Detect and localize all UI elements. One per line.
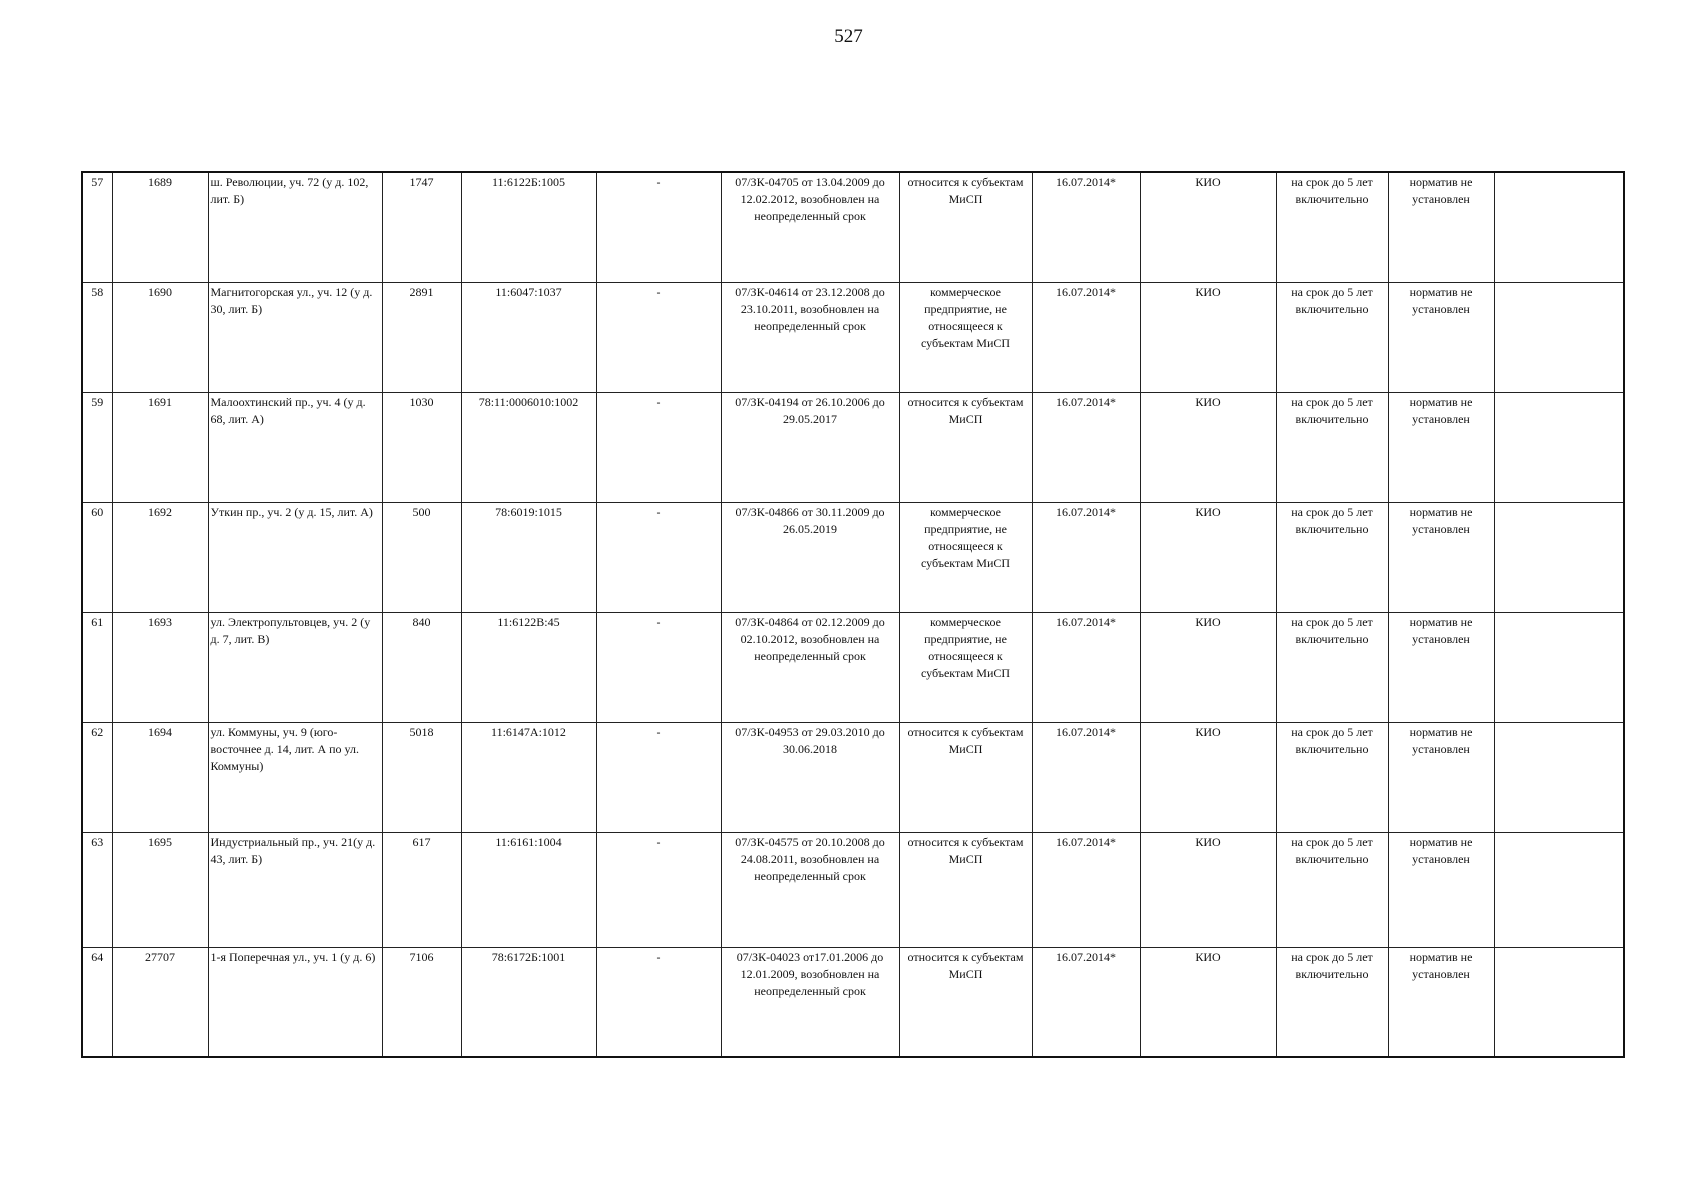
address-cell: ул. Коммуны, уч. 9 (юго-восточнее д. 14, лит. А по ул. Коммуны)	[208, 722, 382, 832]
address-cell: 1-я Поперечная ул., уч. 1 (у д. 6)	[208, 947, 382, 1057]
norm-cell: норматив не установлен	[1388, 172, 1494, 282]
table-row	[82, 947, 1624, 1057]
norm-cell: норматив не установлен	[1388, 282, 1494, 392]
contract-cell: 07/ЗК-04023 от17.01.2006 до 12.01.2009, возобновлен на неопределенный срок	[721, 947, 899, 1057]
code-cell: 1692	[112, 502, 208, 612]
norm-cell: норматив не установлен	[1388, 832, 1494, 947]
term-cell: на срок до 5 лет включительно	[1276, 172, 1388, 282]
cadastral-number-cell: 11:6047:1037	[461, 282, 596, 392]
cadastral-number-cell: 78:6019:1015	[461, 502, 596, 612]
code-cell: 1689	[112, 172, 208, 282]
table-row	[82, 392, 1624, 502]
organization-cell: КИО	[1140, 722, 1276, 832]
date-cell: 16.07.2014*	[1032, 172, 1140, 282]
area-cell: 1747	[382, 172, 461, 282]
contract-cell: 07/ЗК-04953 от 29.03.2010 до 30.06.2018	[721, 722, 899, 832]
row-number-cell: 57	[82, 172, 112, 282]
area-cell: 500	[382, 502, 461, 612]
land-plots-table	[81, 171, 1625, 1058]
row-number-cell: 64	[82, 947, 112, 1057]
norm-cell: норматив не установлен	[1388, 947, 1494, 1057]
row-number-cell: 59	[82, 392, 112, 502]
category-cell: относится к субъектам МиСП	[899, 172, 1032, 282]
date-cell: 16.07.2014*	[1032, 612, 1140, 722]
extra-cell	[1494, 947, 1624, 1057]
term-cell: на срок до 5 лет включительно	[1276, 722, 1388, 832]
address-cell: ш. Революции, уч. 72 (у д. 102, лит. Б)	[208, 172, 382, 282]
table-row	[82, 832, 1624, 947]
organization-cell: КИО	[1140, 172, 1276, 282]
extra-cell	[1494, 832, 1624, 947]
norm-cell: норматив не установлен	[1388, 612, 1494, 722]
norm-cell: норматив не установлен	[1388, 722, 1494, 832]
date-cell: 16.07.2014*	[1032, 282, 1140, 392]
date-cell: 16.07.2014*	[1032, 722, 1140, 832]
row-number-cell: 63	[82, 832, 112, 947]
code-cell: 1691	[112, 392, 208, 502]
category-cell: коммерческое предприятие, не относящееся к субъектам МиСП	[899, 612, 1032, 722]
empty-dash-cell: -	[596, 947, 721, 1057]
category-cell: относится к субъектам МиСП	[899, 722, 1032, 832]
term-cell: на срок до 5 лет включительно	[1276, 832, 1388, 947]
extra-cell	[1494, 172, 1624, 282]
extra-cell	[1494, 392, 1624, 502]
cadastral-number-cell: 11:6122В:45	[461, 612, 596, 722]
code-cell: 1694	[112, 722, 208, 832]
empty-dash-cell: -	[596, 172, 721, 282]
date-cell: 16.07.2014*	[1032, 502, 1140, 612]
table-row	[82, 282, 1624, 392]
cadastral-number-cell: 11:6122Б:1005	[461, 172, 596, 282]
row-number-cell: 61	[82, 612, 112, 722]
contract-cell: 07/ЗК-04866 от 30.11.2009 до 26.05.2019	[721, 502, 899, 612]
area-cell: 840	[382, 612, 461, 722]
contract-cell: 07/ЗК-04705 от 13.04.2009 до 12.02.2012, возобновлен на неопределенный срок	[721, 172, 899, 282]
area-cell: 7106	[382, 947, 461, 1057]
cadastral-number-cell: 78:6172Б:1001	[461, 947, 596, 1057]
table-row	[82, 502, 1624, 612]
empty-dash-cell: -	[596, 832, 721, 947]
term-cell: на срок до 5 лет включительно	[1276, 612, 1388, 722]
term-cell: на срок до 5 лет включительно	[1276, 502, 1388, 612]
empty-dash-cell: -	[596, 502, 721, 612]
date-cell: 16.07.2014*	[1032, 947, 1140, 1057]
norm-cell: норматив не установлен	[1388, 392, 1494, 502]
category-cell: коммерческое предприятие, не относящееся к субъектам МиСП	[899, 282, 1032, 392]
address-cell: Магнитогорская ул., уч. 12 (у д. 30, лит. Б)	[208, 282, 382, 392]
organization-cell: КИО	[1140, 612, 1276, 722]
term-cell: на срок до 5 лет включительно	[1276, 282, 1388, 392]
table-row	[82, 172, 1624, 282]
extra-cell	[1494, 502, 1624, 612]
area-cell: 2891	[382, 282, 461, 392]
organization-cell: КИО	[1140, 947, 1276, 1057]
area-cell: 5018	[382, 722, 461, 832]
extra-cell	[1494, 722, 1624, 832]
address-cell: Малоохтинский пр., уч. 4 (у д. 68, лит. А)	[208, 392, 382, 502]
empty-dash-cell: -	[596, 282, 721, 392]
contract-cell: 07/ЗК-04194 от 26.10.2006 до 29.05.2017	[721, 392, 899, 502]
empty-dash-cell: -	[596, 392, 721, 502]
extra-cell	[1494, 282, 1624, 392]
cadastral-number-cell: 11:6147А:1012	[461, 722, 596, 832]
term-cell: на срок до 5 лет включительно	[1276, 947, 1388, 1057]
category-cell: относится к субъектам МиСП	[899, 392, 1032, 502]
date-cell: 16.07.2014*	[1032, 392, 1140, 502]
code-cell: 27707	[112, 947, 208, 1057]
page-number: 527	[834, 26, 863, 47]
table-row	[82, 612, 1624, 722]
category-cell: коммерческое предприятие, не относящееся к субъектам МиСП	[899, 502, 1032, 612]
code-cell: 1693	[112, 612, 208, 722]
row-number-cell: 60	[82, 502, 112, 612]
extra-cell	[1494, 612, 1624, 722]
organization-cell: КИО	[1140, 392, 1276, 502]
area-cell: 617	[382, 832, 461, 947]
organization-cell: КИО	[1140, 832, 1276, 947]
cadastral-number-cell: 11:6161:1004	[461, 832, 596, 947]
category-cell: относится к субъектам МиСП	[899, 832, 1032, 947]
date-cell: 16.07.2014*	[1032, 832, 1140, 947]
address-cell: Индустриальный пр., уч. 21(у д. 43, лит. Б)	[208, 832, 382, 947]
norm-cell: норматив не установлен	[1388, 502, 1494, 612]
contract-cell: 07/ЗК-04864 от 02.12.2009 до 02.10.2012, возобновлен на неопределенный срок	[721, 612, 899, 722]
organization-cell: КИО	[1140, 282, 1276, 392]
table-row	[82, 722, 1624, 832]
address-cell: ул. Электропультовцев, уч. 2 (у д. 7, лит. В)	[208, 612, 382, 722]
address-cell: Уткин пр., уч. 2 (у д. 15, лит. А)	[208, 502, 382, 612]
category-cell: относится к субъектам МиСП	[899, 947, 1032, 1057]
code-cell: 1695	[112, 832, 208, 947]
cadastral-number-cell: 78:11:0006010:1002	[461, 392, 596, 502]
code-cell: 1690	[112, 282, 208, 392]
row-number-cell: 58	[82, 282, 112, 392]
organization-cell: КИО	[1140, 502, 1276, 612]
contract-cell: 07/ЗК-04614 от 23.12.2008 до 23.10.2011, возобновлен на неопределенный срок	[721, 282, 899, 392]
term-cell: на срок до 5 лет включительно	[1276, 392, 1388, 502]
empty-dash-cell: -	[596, 722, 721, 832]
contract-cell: 07/ЗК-04575 от 20.10.2008 до 24.08.2011, возобновлен на неопределенный срок	[721, 832, 899, 947]
area-cell: 1030	[382, 392, 461, 502]
empty-dash-cell: -	[596, 612, 721, 722]
row-number-cell: 62	[82, 722, 112, 832]
